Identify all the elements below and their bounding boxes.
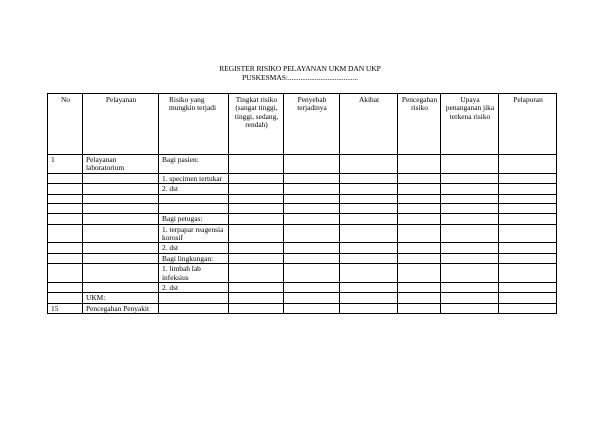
cell-empty bbox=[340, 214, 398, 224]
cell-empty bbox=[499, 214, 557, 224]
cell-no: 15 bbox=[48, 303, 83, 313]
cell-empty bbox=[229, 184, 284, 194]
table-row bbox=[48, 264, 557, 283]
cell-risiko: 1. specimen tertukar bbox=[159, 173, 229, 183]
cell-empty bbox=[284, 204, 340, 214]
header-no: No bbox=[48, 94, 83, 155]
cell-empty bbox=[398, 173, 441, 183]
header-pencegahan: Pencegahan risiko bbox=[398, 94, 441, 155]
header-row bbox=[48, 94, 557, 155]
cell-no bbox=[48, 253, 83, 263]
cell-empty bbox=[441, 253, 499, 263]
cell-empty bbox=[340, 303, 398, 313]
cell-empty bbox=[499, 194, 557, 204]
cell-empty bbox=[340, 253, 398, 263]
cell-empty bbox=[340, 243, 398, 253]
cell-empty bbox=[441, 155, 499, 174]
cell-risiko: 2. dst bbox=[159, 283, 229, 293]
cell-empty bbox=[340, 264, 398, 283]
cell-empty bbox=[499, 293, 557, 303]
cell-empty bbox=[499, 243, 557, 253]
cell-empty bbox=[398, 204, 441, 214]
cell-no bbox=[48, 224, 83, 243]
header-risiko: Risiko yang mungkin terjadi bbox=[159, 94, 229, 155]
cell-empty bbox=[441, 224, 499, 243]
cell-empty bbox=[441, 293, 499, 303]
cell-risiko bbox=[159, 293, 229, 303]
cell-no: 1 bbox=[48, 155, 83, 174]
cell-empty bbox=[398, 155, 441, 174]
cell-empty bbox=[398, 184, 441, 194]
cell-empty bbox=[229, 303, 284, 313]
header-akibat: Akibat bbox=[340, 94, 398, 155]
table-row bbox=[48, 224, 557, 243]
cell-empty bbox=[284, 214, 340, 224]
cell-empty bbox=[398, 224, 441, 243]
cell-no bbox=[48, 243, 83, 253]
cell-empty bbox=[499, 303, 557, 313]
cell-no bbox=[48, 173, 83, 183]
cell-empty bbox=[441, 214, 499, 224]
cell-empty bbox=[284, 224, 340, 243]
table-row bbox=[48, 173, 557, 183]
cell-empty bbox=[284, 194, 340, 204]
cell-empty bbox=[284, 303, 340, 313]
cell-pelayanan bbox=[83, 253, 159, 263]
cell-empty bbox=[229, 264, 284, 283]
cell-empty bbox=[284, 253, 340, 263]
cell-empty bbox=[398, 214, 441, 224]
cell-pelayanan bbox=[83, 184, 159, 194]
cell-empty bbox=[398, 194, 441, 204]
cell-risiko bbox=[159, 204, 229, 214]
cell-empty bbox=[229, 224, 284, 243]
cell-no bbox=[48, 204, 83, 214]
cell-empty bbox=[441, 303, 499, 313]
cell-empty bbox=[441, 184, 499, 194]
cell-empty bbox=[499, 155, 557, 174]
cell-risiko bbox=[159, 303, 229, 313]
cell-empty bbox=[441, 264, 499, 283]
cell-empty bbox=[441, 204, 499, 214]
cell-empty bbox=[441, 243, 499, 253]
cell-empty bbox=[441, 283, 499, 293]
header-pelaporan: Pelaporan bbox=[499, 94, 557, 155]
cell-no bbox=[48, 184, 83, 194]
cell-no bbox=[48, 194, 83, 204]
cell-risiko: Bagi lingkungan: bbox=[159, 253, 229, 263]
table-row bbox=[48, 204, 557, 214]
cell-empty bbox=[284, 173, 340, 183]
cell-empty bbox=[398, 283, 441, 293]
cell-pelayanan bbox=[83, 173, 159, 183]
cell-empty bbox=[398, 264, 441, 283]
cell-empty bbox=[398, 303, 441, 313]
table-row bbox=[48, 253, 557, 263]
table-row bbox=[48, 283, 557, 293]
cell-no bbox=[48, 214, 83, 224]
cell-empty bbox=[229, 243, 284, 253]
cell-empty bbox=[340, 184, 398, 194]
cell-empty bbox=[340, 155, 398, 174]
cell-empty bbox=[229, 204, 284, 214]
cell-empty bbox=[499, 283, 557, 293]
table-row bbox=[48, 303, 557, 313]
cell-empty bbox=[398, 253, 441, 263]
cell-pelayanan bbox=[83, 283, 159, 293]
risk-register-table bbox=[47, 93, 557, 314]
cell-empty bbox=[499, 204, 557, 214]
cell-pelayanan bbox=[83, 264, 159, 283]
cell-risiko: 2. dst bbox=[159, 184, 229, 194]
cell-pelayanan: Pelayanan laboratorium bbox=[83, 155, 159, 174]
cell-pelayanan: Pencegahan Penyakit bbox=[83, 303, 159, 313]
cell-risiko: Bagi pasien: bbox=[159, 155, 229, 174]
cell-empty bbox=[340, 224, 398, 243]
header-upaya: Upaya penanganan jika terkena risiko bbox=[441, 94, 499, 155]
cell-empty bbox=[229, 293, 284, 303]
cell-empty bbox=[340, 283, 398, 293]
cell-empty bbox=[398, 243, 441, 253]
table-row bbox=[48, 184, 557, 194]
cell-empty bbox=[229, 283, 284, 293]
cell-empty bbox=[229, 173, 284, 183]
cell-empty bbox=[441, 194, 499, 204]
table-row bbox=[48, 243, 557, 253]
cell-empty bbox=[340, 194, 398, 204]
cell-risiko: 1. terpapar reagensia korosif bbox=[159, 224, 229, 243]
cell-empty bbox=[229, 155, 284, 174]
cell-empty bbox=[499, 224, 557, 243]
cell-risiko: Bagi petugas: bbox=[159, 214, 229, 224]
cell-empty bbox=[284, 293, 340, 303]
cell-empty bbox=[284, 243, 340, 253]
cell-risiko: 2. dst bbox=[159, 243, 229, 253]
table-row bbox=[48, 214, 557, 224]
cell-empty bbox=[229, 194, 284, 204]
cell-pelayanan: UKM: bbox=[83, 293, 159, 303]
cell-no bbox=[48, 293, 83, 303]
cell-empty bbox=[340, 173, 398, 183]
cell-empty bbox=[284, 264, 340, 283]
header-pelayanan: Pelayanan bbox=[83, 94, 159, 155]
puskesmas-line: PUSKESMAS:....................................... bbox=[242, 73, 358, 82]
cell-empty bbox=[284, 283, 340, 293]
cell-risiko: 1. limbah lab infeksius bbox=[159, 264, 229, 283]
cell-empty bbox=[499, 173, 557, 183]
cell-pelayanan bbox=[83, 204, 159, 214]
cell-empty bbox=[398, 293, 441, 303]
cell-empty bbox=[284, 155, 340, 174]
cell-empty bbox=[499, 253, 557, 263]
cell-pelayanan bbox=[83, 194, 159, 204]
cell-empty bbox=[340, 293, 398, 303]
header-tingkat-risiko: Tingkat risiko (sangat tinggi, tinggi, sedang, rendah) bbox=[229, 94, 284, 155]
cell-pelayanan bbox=[83, 243, 159, 253]
cell-risiko bbox=[159, 194, 229, 204]
cell-pelayanan bbox=[83, 214, 159, 224]
table-row bbox=[48, 155, 557, 174]
cell-empty bbox=[284, 184, 340, 194]
cell-empty bbox=[499, 264, 557, 283]
cell-empty bbox=[229, 214, 284, 224]
table-row bbox=[48, 194, 557, 204]
cell-empty bbox=[229, 253, 284, 263]
cell-empty bbox=[441, 173, 499, 183]
table-body bbox=[48, 155, 557, 314]
cell-empty bbox=[340, 204, 398, 214]
cell-empty bbox=[499, 184, 557, 194]
cell-no bbox=[48, 264, 83, 283]
document-title: REGISTER RISIKO PELAYANAN UKM DAN UKP bbox=[219, 64, 381, 73]
cell-pelayanan bbox=[83, 224, 159, 243]
table-row bbox=[48, 293, 557, 303]
cell-no bbox=[48, 283, 83, 293]
header-penyebab: Penyebab terjadinya bbox=[284, 94, 340, 155]
